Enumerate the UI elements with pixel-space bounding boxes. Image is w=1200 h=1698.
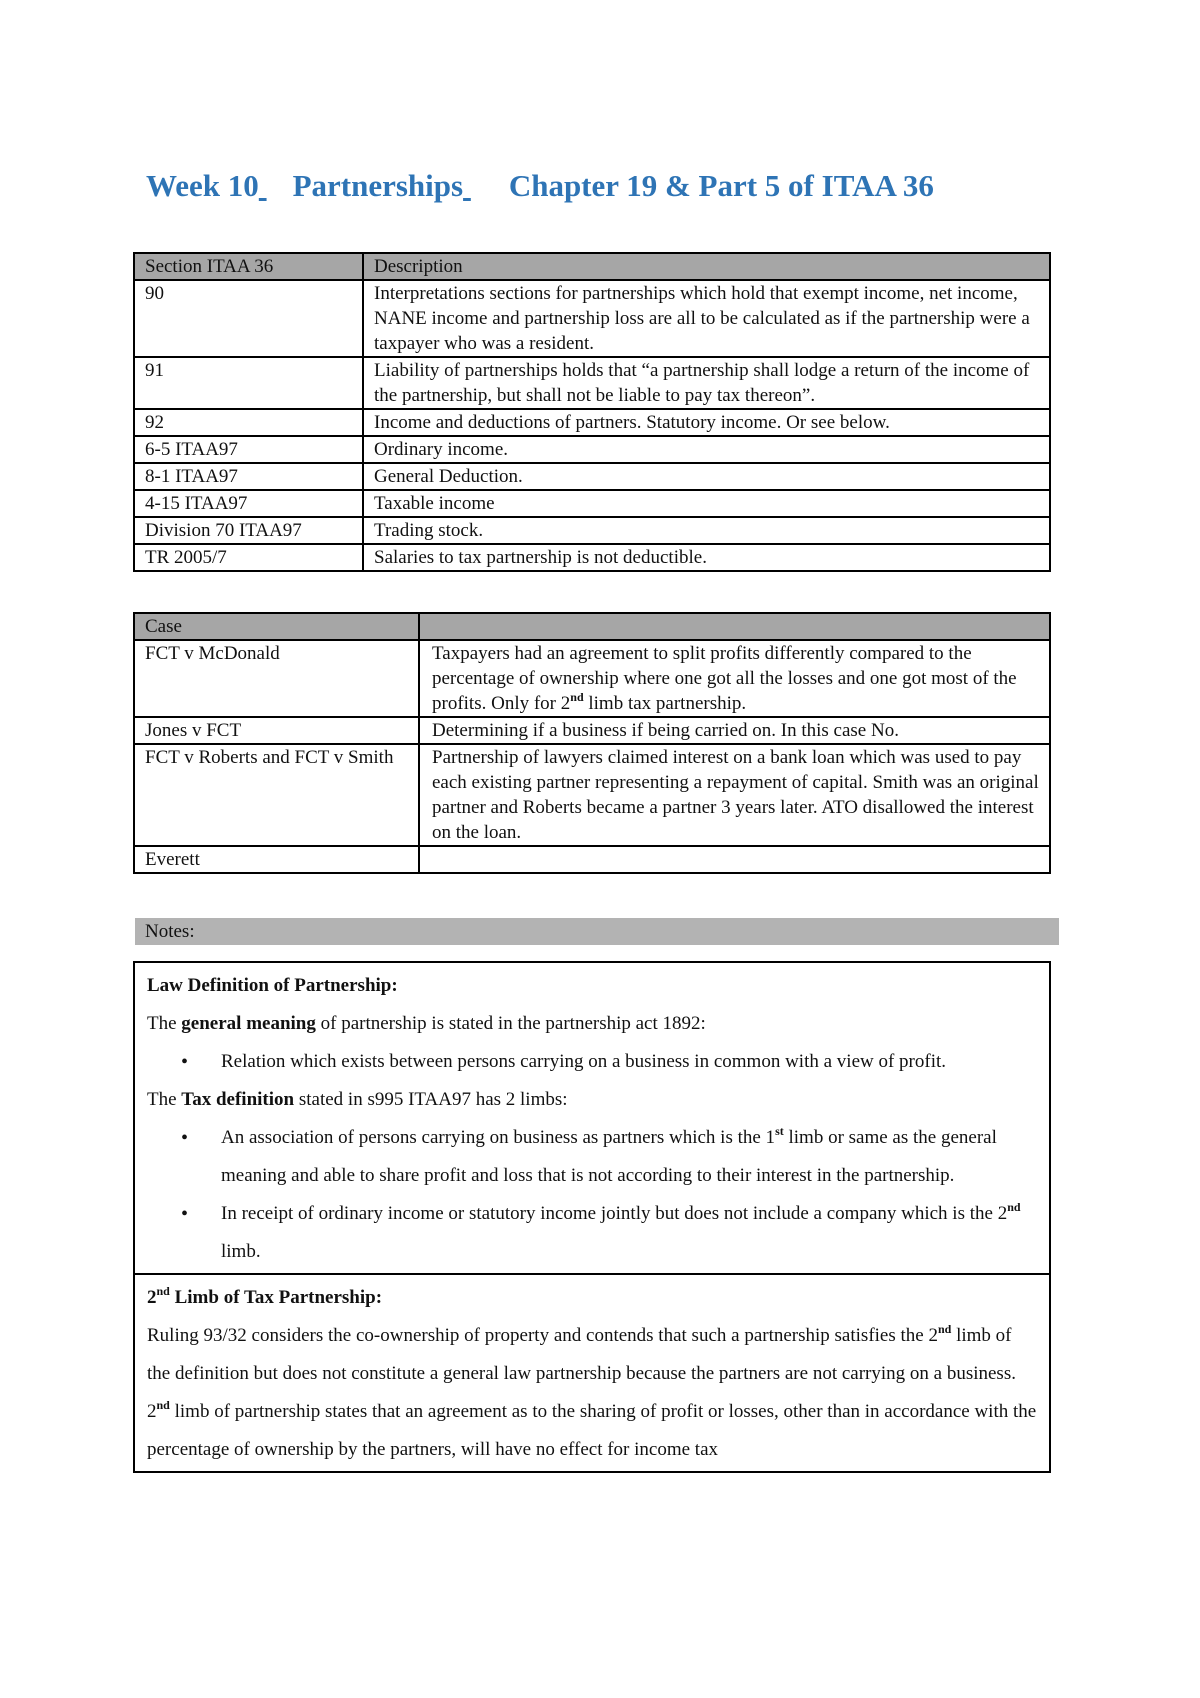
bullet-list — [147, 1119, 1039, 1271]
case-description-cell: Determining if a business if being carried on. In this case No. — [419, 717, 1050, 744]
table-header-row — [134, 613, 1050, 640]
text: of partnership is stated in the partnership act 1892: — [315, 1013, 706, 1034]
second-limb-section — [135, 1273, 1049, 1471]
section-cell: TR 2005/7 — [134, 544, 363, 571]
case-cell: FCT v McDonald — [134, 640, 419, 717]
superscript: nd — [1007, 1200, 1021, 1214]
section-cell: Division 70 ITAA97 — [134, 517, 363, 544]
case-cell: FCT v Roberts and FCT v Smith — [134, 744, 419, 846]
cases-table — [133, 612, 1051, 874]
title-week: Week 10 — [146, 168, 259, 203]
sections-table — [133, 252, 1051, 572]
header-description: Description — [363, 253, 1050, 280]
notes-box — [133, 961, 1051, 1473]
title-topic: Partnerships — [292, 168, 464, 203]
section-heading: Law Definition of Partnership: — [147, 975, 398, 996]
superscript: nd — [156, 1284, 170, 1298]
list-item — [147, 1119, 1039, 1195]
table-row — [134, 357, 1050, 409]
text: The — [147, 1013, 182, 1034]
text: Ruling 93/32 considers the co-ownership of property and contends that such a partnership satisfies the 2 — [147, 1325, 938, 1346]
section-cell: 4-15 ITAA97 — [134, 490, 363, 517]
table-row — [134, 436, 1050, 463]
case-description-text: limb tax partnership. — [583, 693, 747, 714]
agreement-paragraph — [147, 1393, 1039, 1469]
case-description-text: Taxpayers had an agreement to split profits differently compared to the percentage of ownership where one got all the losses and one got most of the profits. Only for 2 — [432, 643, 1017, 714]
section-cell: 6-5 ITAA97 — [134, 436, 363, 463]
notes-label: Notes: — [135, 918, 1059, 945]
case-description-cell: Partnership of lawyers claimed interest on a bank loan which was used to pay each existing partner representing a repayment of capital. Smith was an original partner and Roberts became a partner 3 years later. ATO disallowed the interest on the loan. — [419, 744, 1050, 846]
ruling-paragraph — [147, 1317, 1039, 1393]
case-cell: Everett — [134, 846, 419, 873]
section-cell: 90 — [134, 280, 363, 357]
table-row — [134, 640, 1050, 717]
section-cell: 91 — [134, 357, 363, 409]
text: stated in s995 ITAA97 has 2 limbs: — [294, 1089, 568, 1110]
bold-term: Tax definition — [181, 1089, 295, 1110]
title-chapter: Chapter 19 & Part 5 of ITAA 36 — [508, 168, 934, 203]
description-cell: General Deduction. — [363, 463, 1050, 490]
table-row — [134, 517, 1050, 544]
header-section: Section ITAA 36 — [134, 253, 363, 280]
list-item — [147, 1195, 1039, 1271]
superscript: nd — [937, 1322, 952, 1336]
table-row — [134, 846, 1050, 873]
text: The — [147, 1089, 182, 1110]
table-row — [134, 280, 1050, 357]
superscript: st — [775, 1124, 784, 1138]
section-heading — [147, 1279, 1039, 1317]
header-blank — [419, 613, 1050, 640]
case-cell: Jones v FCT — [134, 717, 419, 744]
law-definition-section — [135, 963, 1049, 1273]
description-cell: Salaries to tax partnership is not deductible. — [363, 544, 1050, 571]
description-cell: Trading stock. — [363, 517, 1050, 544]
text: Limb of Tax Partnership: — [169, 1287, 383, 1308]
text: In receipt of ordinary income or statutory income jointly but does not include a company which is the 2 — [221, 1203, 1008, 1224]
tax-definition-paragraph — [147, 1081, 1039, 1119]
header-case: Case — [134, 613, 419, 640]
bullet-list — [147, 1043, 1039, 1081]
superscript: nd — [156, 1398, 170, 1412]
description-cell: Liability of partnerships holds that “a partnership shall lodge a return of the income of the partnership, but shall not be liable to pay tax thereon”. — [363, 357, 1050, 409]
list-item: • Relation which exists between persons carrying on a business in common with a view of profit. — [147, 1043, 1039, 1081]
general-meaning-paragraph — [147, 1005, 1039, 1043]
case-description-cell — [419, 846, 1050, 873]
table-header-row — [134, 253, 1050, 280]
table-row — [134, 409, 1050, 436]
description-cell: Income and deductions of partners. Statutory income. Or see below. — [363, 409, 1050, 436]
section-cell: 92 — [134, 409, 363, 436]
case-description-cell — [419, 640, 1050, 717]
text: limb. — [221, 1241, 261, 1262]
table-row — [134, 717, 1050, 744]
text: An association of persons carrying on business as partners which is the 1 — [221, 1127, 776, 1148]
text: limb of the definition but does not constitute a general law partnership because the partners are not carrying on a business. — [147, 1325, 1016, 1384]
table-row — [134, 744, 1050, 846]
section-cell: 8-1 ITAA97 — [134, 463, 363, 490]
description-cell: Ordinary income. — [363, 436, 1050, 463]
text: limb of partnership states that an agreement as to the sharing of profit or losses, other than in accordance with the percentage of ownership by the partners, will have no effect for income tax — [147, 1401, 1037, 1460]
text: 2 — [147, 1287, 157, 1308]
superscript: nd — [570, 690, 584, 704]
page-title — [146, 168, 934, 204]
description-cell: Interpretations sections for partnerships which hold that exempt income, net income, NANE income and partnership loss are all to be calculated as if the partnership were a taxpayer who was a resident. — [363, 280, 1050, 357]
bold-term: general meaning — [181, 1013, 316, 1034]
text: limb or same as the general meaning and able to share profit and loss that is not according to their interest in the partnership. — [221, 1127, 997, 1186]
description-cell: Taxable income — [363, 490, 1050, 517]
table-row — [134, 490, 1050, 517]
table-row — [134, 463, 1050, 490]
text: 2 — [147, 1401, 157, 1422]
table-row — [134, 544, 1050, 571]
